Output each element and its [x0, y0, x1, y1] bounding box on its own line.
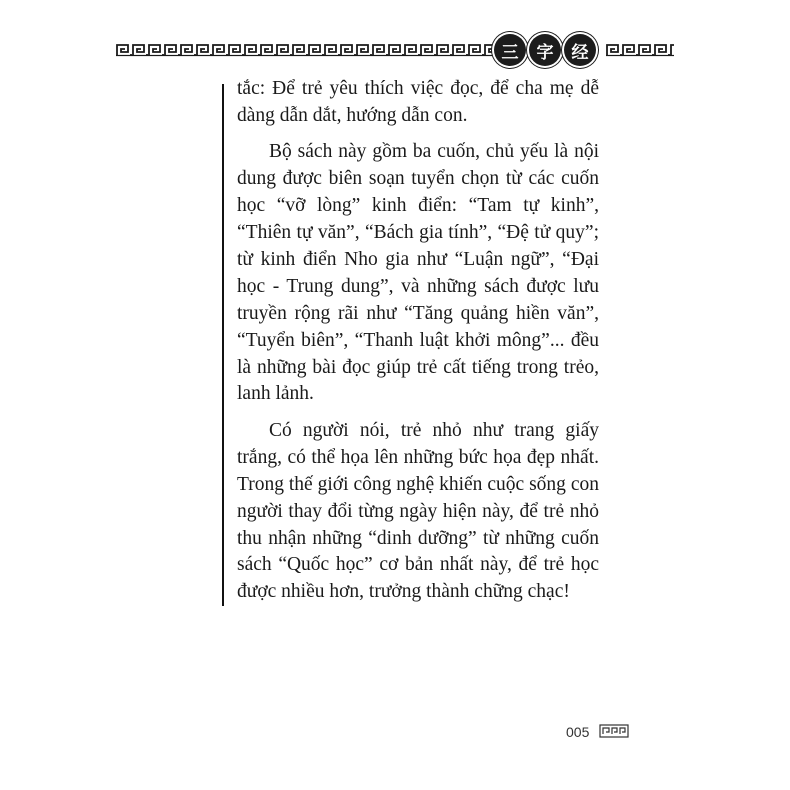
margin-rule: [222, 84, 224, 606]
seal-char-1: 三: [494, 34, 526, 66]
paragraph-2: Bộ sách này gồm ba cuốn, chủ yếu là nội dung được biên soạn tuyển chọn từ các cuốn học “vỡ lòng” kinh điển: “Tam tự kinh”, “Thiên tự văn”, “Bách gia tính”, “Đệ tử quy”; từ kinh điển Nho gia như “Luận ngữ”, “Đại học - Trung dung”, và những sách được lưu truyền rộng rãi như “Tăng quảng hiền văn”, “Tuyển biên”, “Thanh luật khởi mông”... đều là những bài đọc giúp trẻ cất tiếng trong trẻo, lanh lảnh.: [237, 141, 599, 405]
page-number: 005: [566, 724, 590, 740]
fret-border-right: [606, 43, 674, 57]
paragraph-3: Có người nói, trẻ nhỏ như trang giấy trắng, có thể họa lên những bức họa đẹp nhất. Trong thế giới công nghệ khiến cuộc sống con người thay đổi từng ngày hiện này, để trẻ nhỏ thu nhận những “dinh dưỡng” từ những cuốn sách “Quốc học” cơ bản nhất này, để trẻ học được nhiều hơn, trưởng thành chững chạc!: [237, 419, 599, 603]
seal-char-2: 字: [529, 34, 561, 66]
page-ornament-icon: [599, 723, 629, 739]
body-text: [237, 76, 599, 616]
fret-border-left: [116, 43, 496, 57]
paragraph-1: tắc: Để trẻ yêu thích việc đọc, để cha mẹ dễ dàng dẫn dắt, hướng dẫn con.: [237, 78, 599, 126]
seal-char-3: 经: [564, 34, 596, 66]
